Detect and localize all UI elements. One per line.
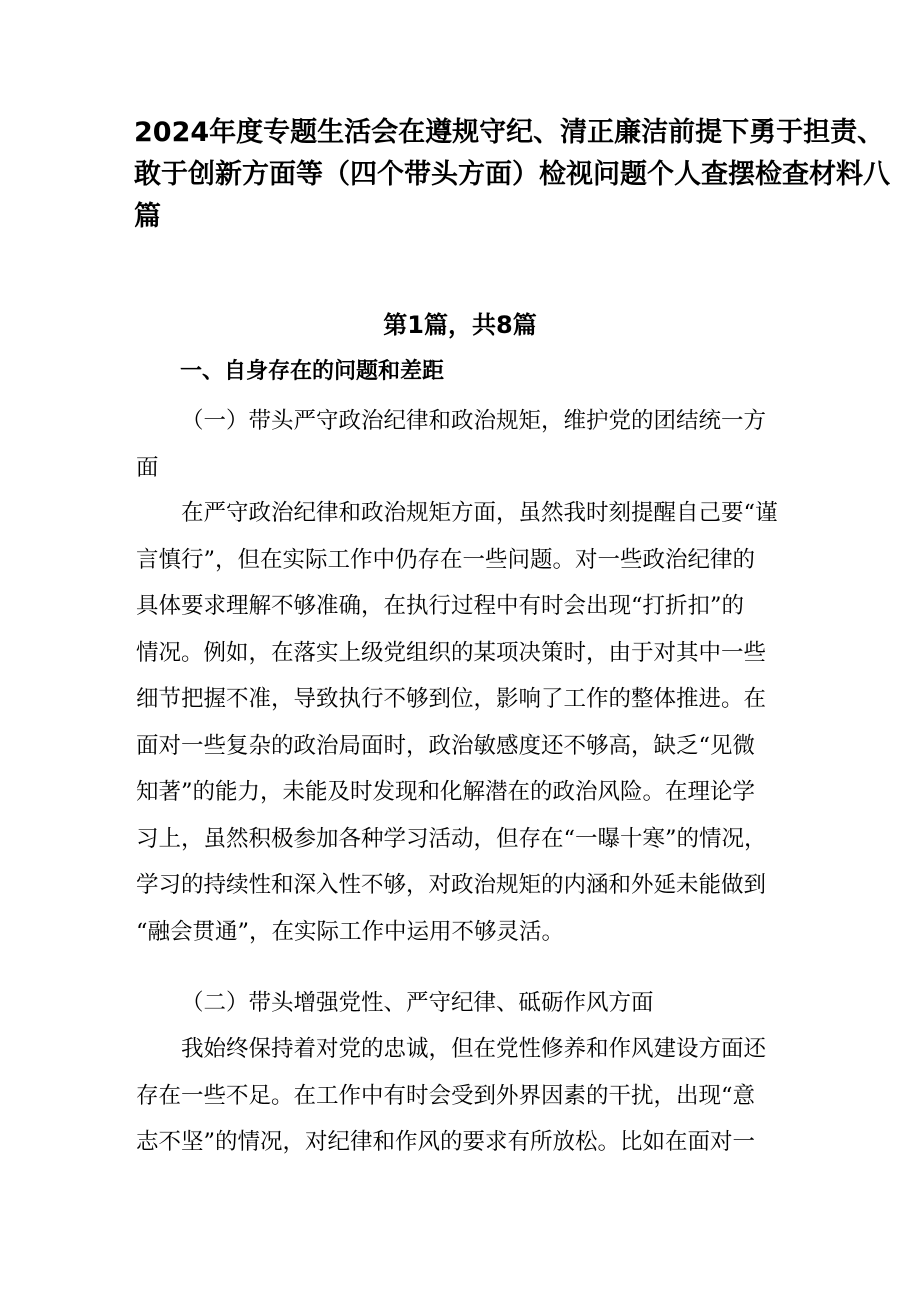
subsection-heading-2	[136, 980, 796, 1027]
text-line: 学习的持续性和深入性不够，对政治规矩的内涵和外延未能做到	[136, 872, 767, 898]
text-line: 习上，虽然积极参加各种学习活动，但存在“一曝十寒”的情况，	[136, 825, 767, 852]
text-line: 知著”的能力，未能及时发现和化解潜在的政治风险。在理论学	[136, 779, 756, 805]
subsection-heading-1	[136, 398, 796, 491]
section-heading: 一、自身存在的问题和差距	[180, 359, 445, 384]
text-line: 我始终保持着对党的忠诚，但在党性修养和作风建设方面还	[181, 1036, 767, 1062]
document-title	[134, 112, 890, 238]
text-line: （二）带头增强党性、严守纪律、砥砺作风方面	[181, 990, 654, 1016]
text-line: 具体要求理解不够准确，在执行过程中有时会出现“打折扣”的	[136, 593, 745, 619]
text-line: 面	[136, 454, 159, 481]
title-line: 篇	[134, 201, 161, 232]
text-line: “融会贯通”，在实际工作中运用不够灵活。	[136, 918, 565, 945]
text-line: 言慎行”，但在实际工作中仍存在一些问题。对一些政治纪律的	[136, 546, 756, 573]
title-line: 敢于创新方面等（四个带头方面）检视问题个人查摆检查材料八	[134, 159, 890, 190]
text-line: 情况。例如，在落实上级党组织的某项决策时，由于对其中一些	[136, 639, 767, 666]
title-line: 2024年度专题生活会在遵规守纪、清正廉洁前提下勇于担责、	[134, 117, 885, 148]
paragraph-1	[136, 490, 796, 955]
paragraph-2	[136, 1026, 796, 1166]
part-heading: 第1篇，共8篇	[383, 311, 537, 339]
text-line: 志不坚”的情况，对纪律和作风的要求有所放松。比如在面对一	[136, 1129, 756, 1155]
text-line: 面对一些复杂的政治局面时，政治敏感度还不够高，缺乏“见微	[136, 732, 756, 759]
text-line: 细节把握不准，导致执行不够到位，影响了工作的整体推进。在	[136, 686, 767, 712]
text-line: （一）带头严守政治纪律和政治规矩，维护党的团结统一方	[181, 408, 767, 434]
text-line: 在严守政治纪律和政治规矩方面，虽然我时刻提醒自己要“谨	[181, 500, 778, 526]
text-line: 存在一些不足。在工作中有时会受到外界因素的干扰，出现“意	[136, 1082, 756, 1109]
